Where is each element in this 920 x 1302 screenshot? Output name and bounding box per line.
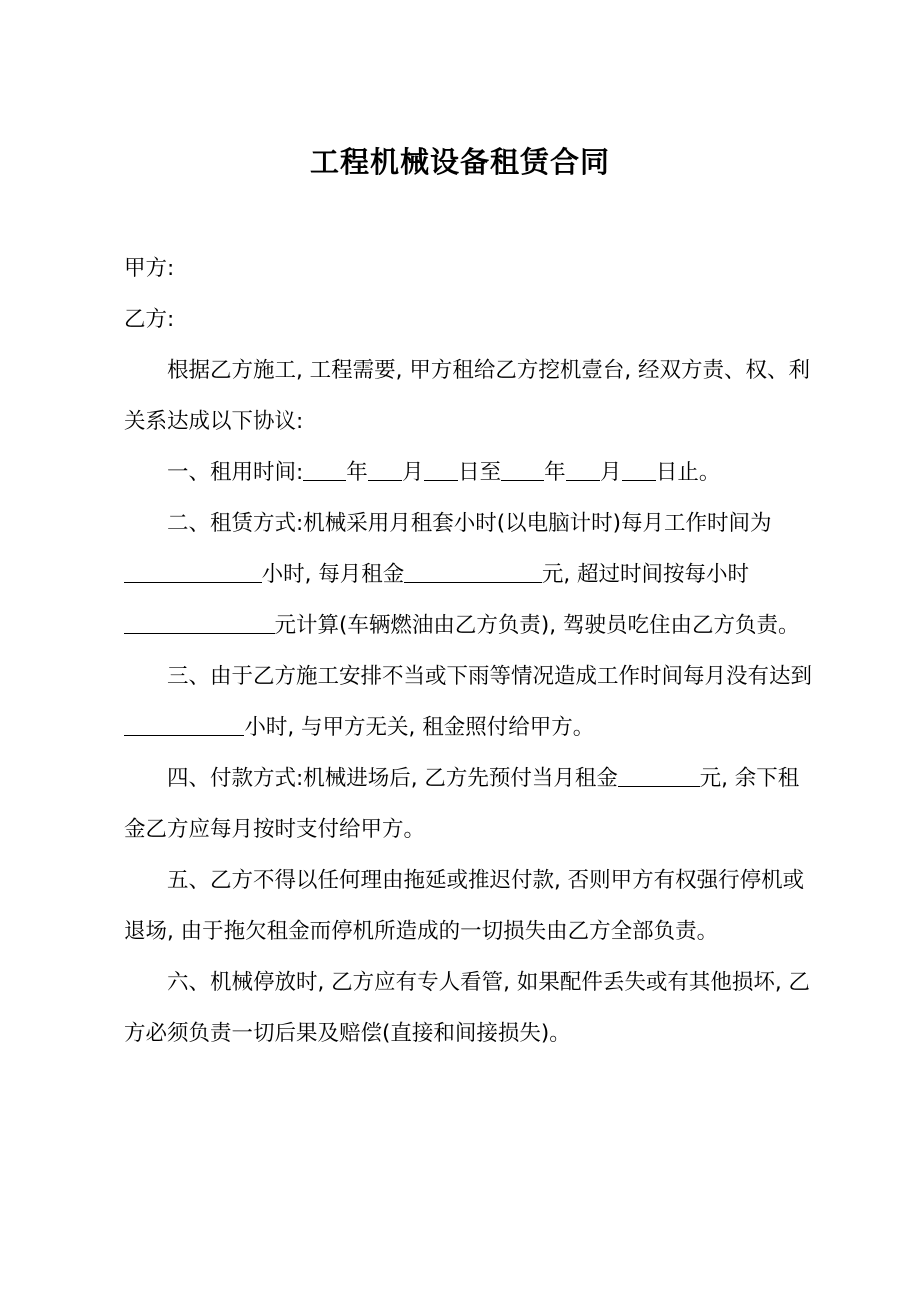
paragraph-text: 四、付款方式:机械进场后, 乙方先预付当月租金 [167, 766, 618, 791]
paragraph-text: 日至 [458, 460, 502, 485]
paragraph-text: 元计算(车辆燃油由乙方负责), 驾驶员吃住由乙方负责。 [274, 613, 800, 638]
paragraph-clause-3 [124, 651, 814, 753]
fill-in-blank[interactable] [618, 765, 700, 788]
fill-in-blank[interactable] [424, 459, 458, 482]
paragraph-text: 六、机械停放时, 乙方应有专人看管, 如果配件丢失或有其他损坏, 乙方必须负责一切后果及赔偿(直接和间接损失)。 [124, 970, 811, 1046]
fill-in-blank[interactable] [566, 459, 600, 482]
paragraph-text: 元, 余下租金乙方应每月按时支付给甲方。 [124, 766, 800, 842]
paragraph-text: 五、乙方不得以任何理由拖延或推迟付款, 否则甲方有权强行停机或退场, 由于拖欠租金而停机所造成的一切损失由乙方全部负责。 [124, 868, 805, 944]
paragraph-text: 三、由于乙方施工安排不当或下雨等情况造成工作时间每月没有达到 [167, 664, 813, 689]
paragraph-text: 二、租赁方式:机械采用月租套小时(以电脑计时)每月工作时间为 [167, 511, 772, 536]
paragraph-clause-1 [124, 447, 814, 498]
paragraph-text: 日止。 [655, 460, 721, 485]
document-title: 工程机械设备租赁合同 [309, 145, 610, 179]
paragraph-intro [124, 345, 814, 447]
fill-in-blank[interactable] [368, 459, 402, 482]
paragraph-text: 小时, 与甲方无关, 租金照付给甲方。 [244, 715, 595, 740]
party-a-line: 甲方: [124, 256, 175, 281]
fill-in-blank[interactable] [124, 561, 262, 584]
paragraph-clause-2 [124, 498, 814, 651]
paragraph-text: 小时, 每月租金 [261, 562, 405, 587]
paragraph-clause-5 [124, 855, 814, 957]
fill-in-blank[interactable] [404, 561, 542, 584]
paragraph-text: 根据乙方施工, 工程需要, 甲方租给乙方挖机壹台, 经双方责、权、利关系达成以下协议: [124, 358, 811, 434]
paragraph-text: 年 [346, 460, 368, 485]
party-b-line: 乙方: [124, 307, 175, 332]
fill-in-blank[interactable] [303, 459, 346, 482]
paragraph-text: 月 [599, 460, 622, 485]
fill-in-blank[interactable] [124, 612, 275, 635]
fill-in-blank[interactable] [501, 459, 544, 482]
paragraph-clause-6 [124, 957, 814, 1059]
paragraph-text: 年 [544, 460, 566, 485]
paragraph-text: 元, 超过时间按每小时 [541, 562, 750, 587]
contract-body [124, 243, 814, 1059]
paragraph-text: 一、租用时间: [167, 460, 304, 485]
fill-in-blank[interactable] [622, 459, 656, 482]
fill-in-blank[interactable] [124, 714, 244, 737]
paragraph-clause-4 [124, 753, 814, 855]
contract-clauses [124, 345, 814, 1059]
paragraph-text: 月 [402, 460, 424, 485]
